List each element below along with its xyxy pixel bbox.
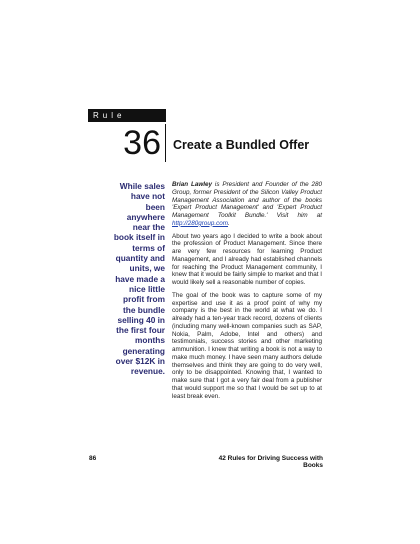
author-name: Brian Lawley xyxy=(172,181,213,188)
page-number: 86 xyxy=(89,455,97,462)
pull-quote: While sales have not been anywhere near the book itself in terms of quantity and units, we have made a nice little profit from the bundle selling 40 in the first four months generating over $12K in revenue. xyxy=(113,181,165,377)
footer-book-title: 42 Rules for Driving Success with Books xyxy=(218,455,323,469)
rule-label: Rule xyxy=(88,109,166,122)
body-column xyxy=(172,181,322,405)
author-website-link[interactable]: http://280group.com xyxy=(172,219,229,227)
author-bio-end: . xyxy=(228,219,230,227)
body-paragraph-2: The goal of the book was to capture some of my expertise and use it as a proof point of why my company is the best in the world at what we do. I already had a ten-year track record, dozens of clients (including many well-known companies such as SAP, Nokia, Palm, Adobe, Intel and others) and testimonials, success stories and other marketing ammunition. I knew that writing a book is not a way to make much money. I have seen many authors delude themselves and think they are going to do very well, only to be disappointed. Knowing that, I wanted to make sure that I got a very fair deal from a publisher that would support me so that I would be set up to at least break even. xyxy=(172,291,322,400)
body-paragraph-1: About two years ago I decided to write a book about the profession of Product Management. Since there are very few resources for learning Product Management, and I already had established channels for reaching the Product Management community, I knew that it would be fairly simple to market and that I would likely sell a reasonable number of copies. xyxy=(172,232,322,286)
author-bio xyxy=(172,181,322,228)
rule-number: 36 xyxy=(88,124,166,162)
rule-title: Create a Bundled Offer xyxy=(173,138,310,152)
author-bio-text: is President and Founder of the 280 Group, former President of the Silicon Valley Product Management Association and author of the books 'Expert Product Management' and 'Expert Product Management Toolkit Bundle.' Visit him at xyxy=(172,181,322,219)
